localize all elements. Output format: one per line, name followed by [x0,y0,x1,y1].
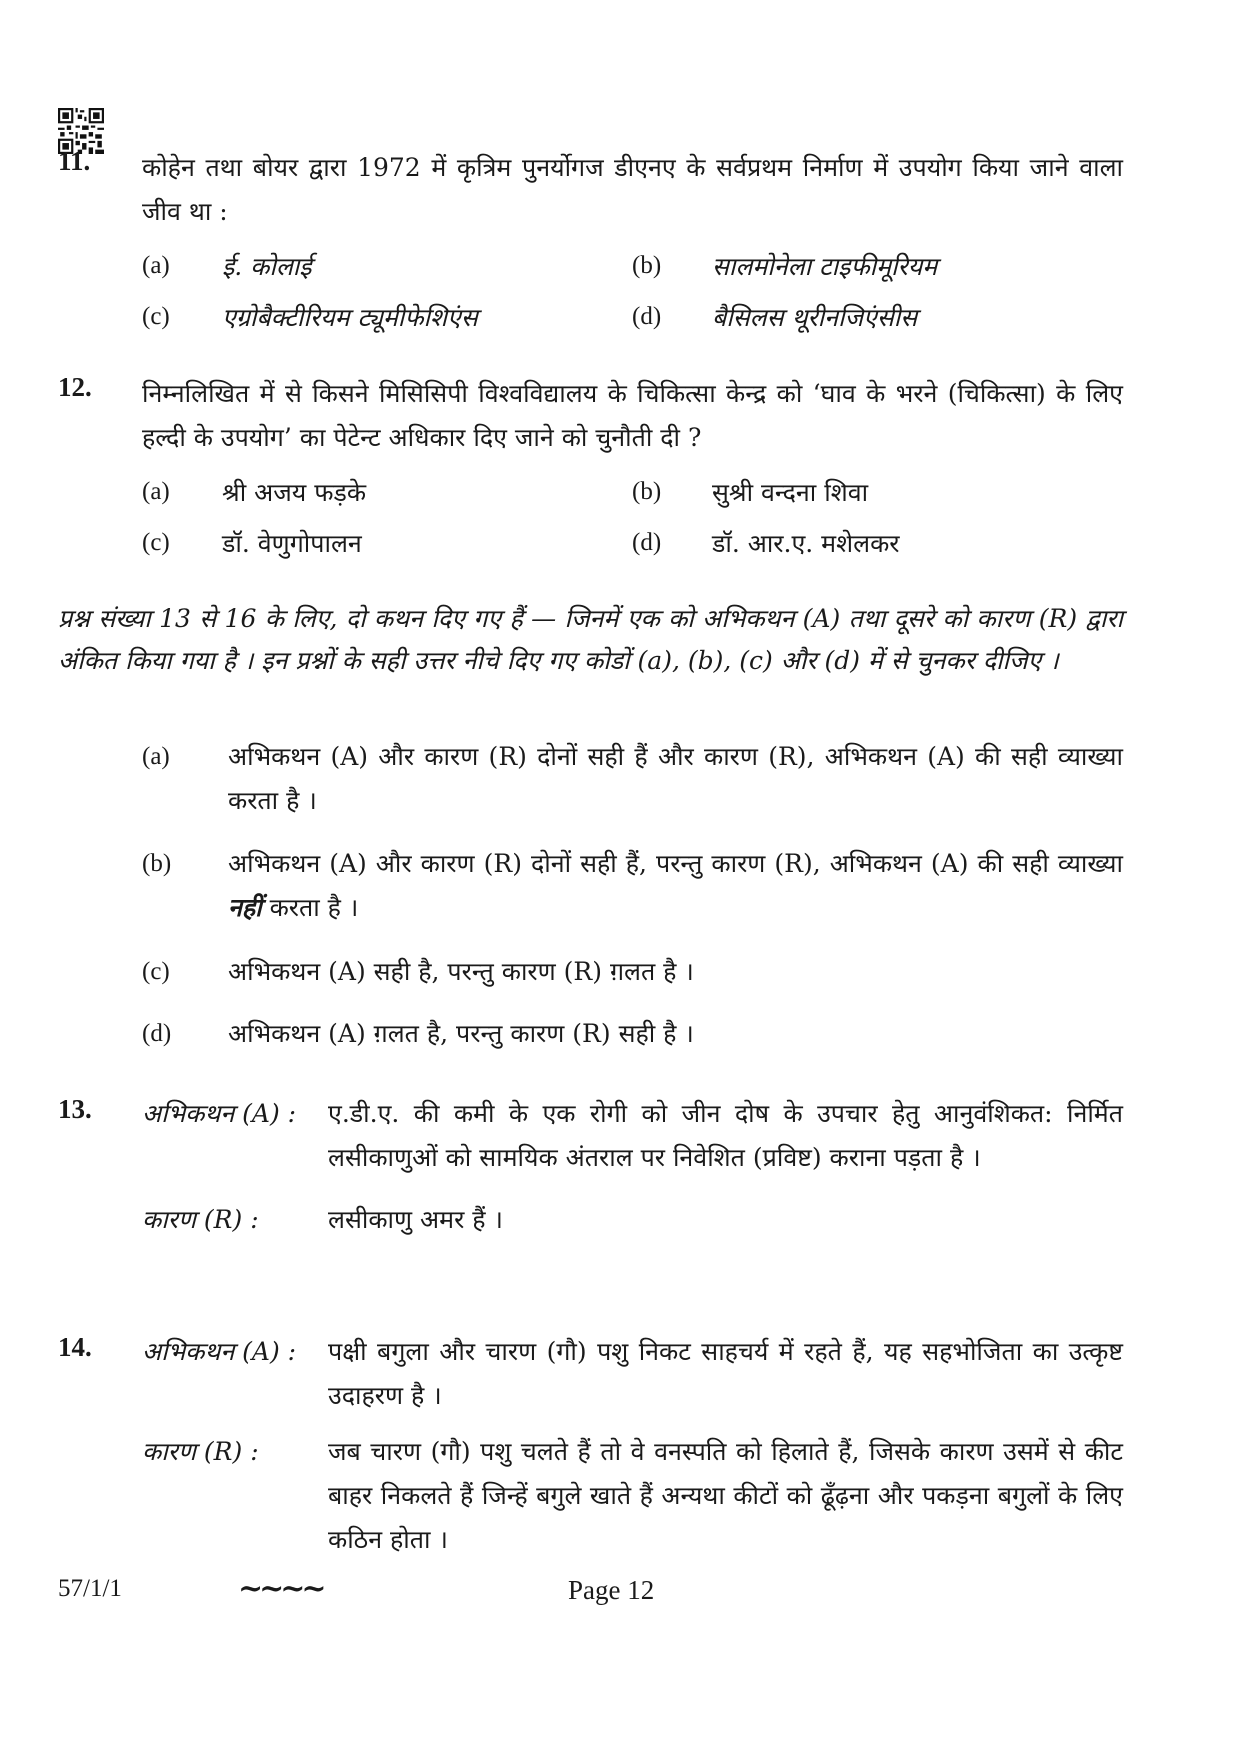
option-b: (b) सालमोनेला टाइफीमूरियम [632,249,1122,283]
question-number: 14. [58,1332,92,1362]
option-text: एग्रोबैक्टीरियम ट्यूमीफेशिएंस [222,302,478,332]
reason: कारण (R) : लसीकाणु अमर हैं । [142,1205,503,1234]
question-14 [58,1330,1123,1562]
option-text: सुश्री वन्दना शिवा [712,477,869,507]
question-12 [58,372,1123,568]
option-text: डॉ. वेणुगोपालन [222,528,362,558]
question-11 [58,146,1123,342]
options [142,240,1123,342]
question-number: 11. [58,146,91,176]
options [142,466,1123,568]
option-b: (b) सुश्री वन्दना शिवा [632,475,1122,509]
assertion: अभिकथन (A) : पक्षी बगुला और चारण (गौ) पशु निकट साहचर्य में रहते हैं, यह सहभोजिता का उत्कृष्ट उदाहरण है । [142,1337,1123,1410]
option-d: (d) बैसिलस थूरीनजिएंसीस [632,300,1122,334]
wave-ornament-icon: ~~~~ [238,1571,323,1606]
paper-code: 57/1/1 [58,1575,122,1602]
question-number: 12. [58,372,92,402]
question-number: 13. [58,1094,92,1124]
option-text: सालमोनेला टाइफीमूरियम [712,251,938,281]
option-text: बैसिलस थूरीनजिएंसीस [712,302,918,332]
emphasis-text: नहीं [228,893,262,922]
assertion: अभिकथन (A) : ए.डी.ए. की कमी के एक रोगी को जीन दोष के उपचार हेतु आनुवंशिकत: निर्मित लसीकाणुओं को सामयिक अंतराल पर निवेशित (प्रविष्ट) कराना पड़ता है । [142,1099,1123,1172]
page-footer [58,1571,1123,1615]
option-d: (d) डॉ. आर.ए. मशेलकर [632,526,1122,560]
option-a: (a) श्री अजय फड़के [142,475,632,509]
option-a: (a) ई. कोलाई [142,249,632,283]
instruction-text: प्रश्न संख्या 13 से 16 के लिए, दो कथन दिए गए हैं — जिनमें एक को अभिकथन (A) तथा दूसरे को कारण (R) द्वारा अंकित किया गया है । इन प्रश्नों के सही उत्तर नीचे दिए गए कोडों (a), (b), (c) और (d) में से चुनकर दीजिए । [58,604,1123,675]
question-13 [58,1092,1123,1242]
reason: कारण (R) : जब चारण (गौ) पशु चलते हैं तो वे वनस्पति को हिलाते हैं, जिसके कारण उसमें से कीट बाहर निकलते हैं जिन्हें बगुले खाते हैं अन्यथा कीटों को ढूँढ़ना और पकड़ना बगुलों के लिए कठिन होता । [142,1437,1123,1554]
option-c: (c) डॉ. वेणुगोपालन [142,526,632,560]
option-c: (c) एग्रोबैक्टीरियम ट्यूमीफेशिएंस [142,300,632,334]
option-text: श्री अजय फड़के [222,477,367,507]
code-a: (a) अभिकथन (A) और कारण (R) दोनों सही हैं और कारण (R), अभिकथन (A) की सही व्याख्या करता है । [142,742,1123,815]
page-number: Page 12 [568,1575,655,1605]
code-c: (c) अभिकथन (A) सही है, परन्तु कारण (R) ग़लत है । [142,957,694,986]
question-text: कोहेन तथा बोयर द्वारा 1972 में कृत्रिम पुनर्योगज डीएनए के सर्वप्रथम निर्माण में उपयोग किया जाने वाला जीव था : [142,153,1123,226]
option-text: ई. कोलाई [222,251,312,281]
code-b: (b) अभिकथन (A) और कारण (R) दोनों सही हैं, परन्तु कारण (R), अभिकथन (A) की सही व्याख्या नहीं करता है । [142,849,1123,922]
code-d: (d) अभिकथन (A) ग़लत है, परन्तु कारण (R) सही है । [142,1019,694,1048]
question-text: निम्नलिखित में से किसने मिसिसिपी विश्वविद्यालय के चिकित्सा केन्द्र को ‘घाव के भरने (चिकित्सा) के लिए हल्दी के उपयोग’ का पेटेन्ट अधिकार दिए जाने को चुनौती दी ? [142,379,1123,452]
option-text: डॉ. आर.ए. मशेलकर [712,528,900,558]
